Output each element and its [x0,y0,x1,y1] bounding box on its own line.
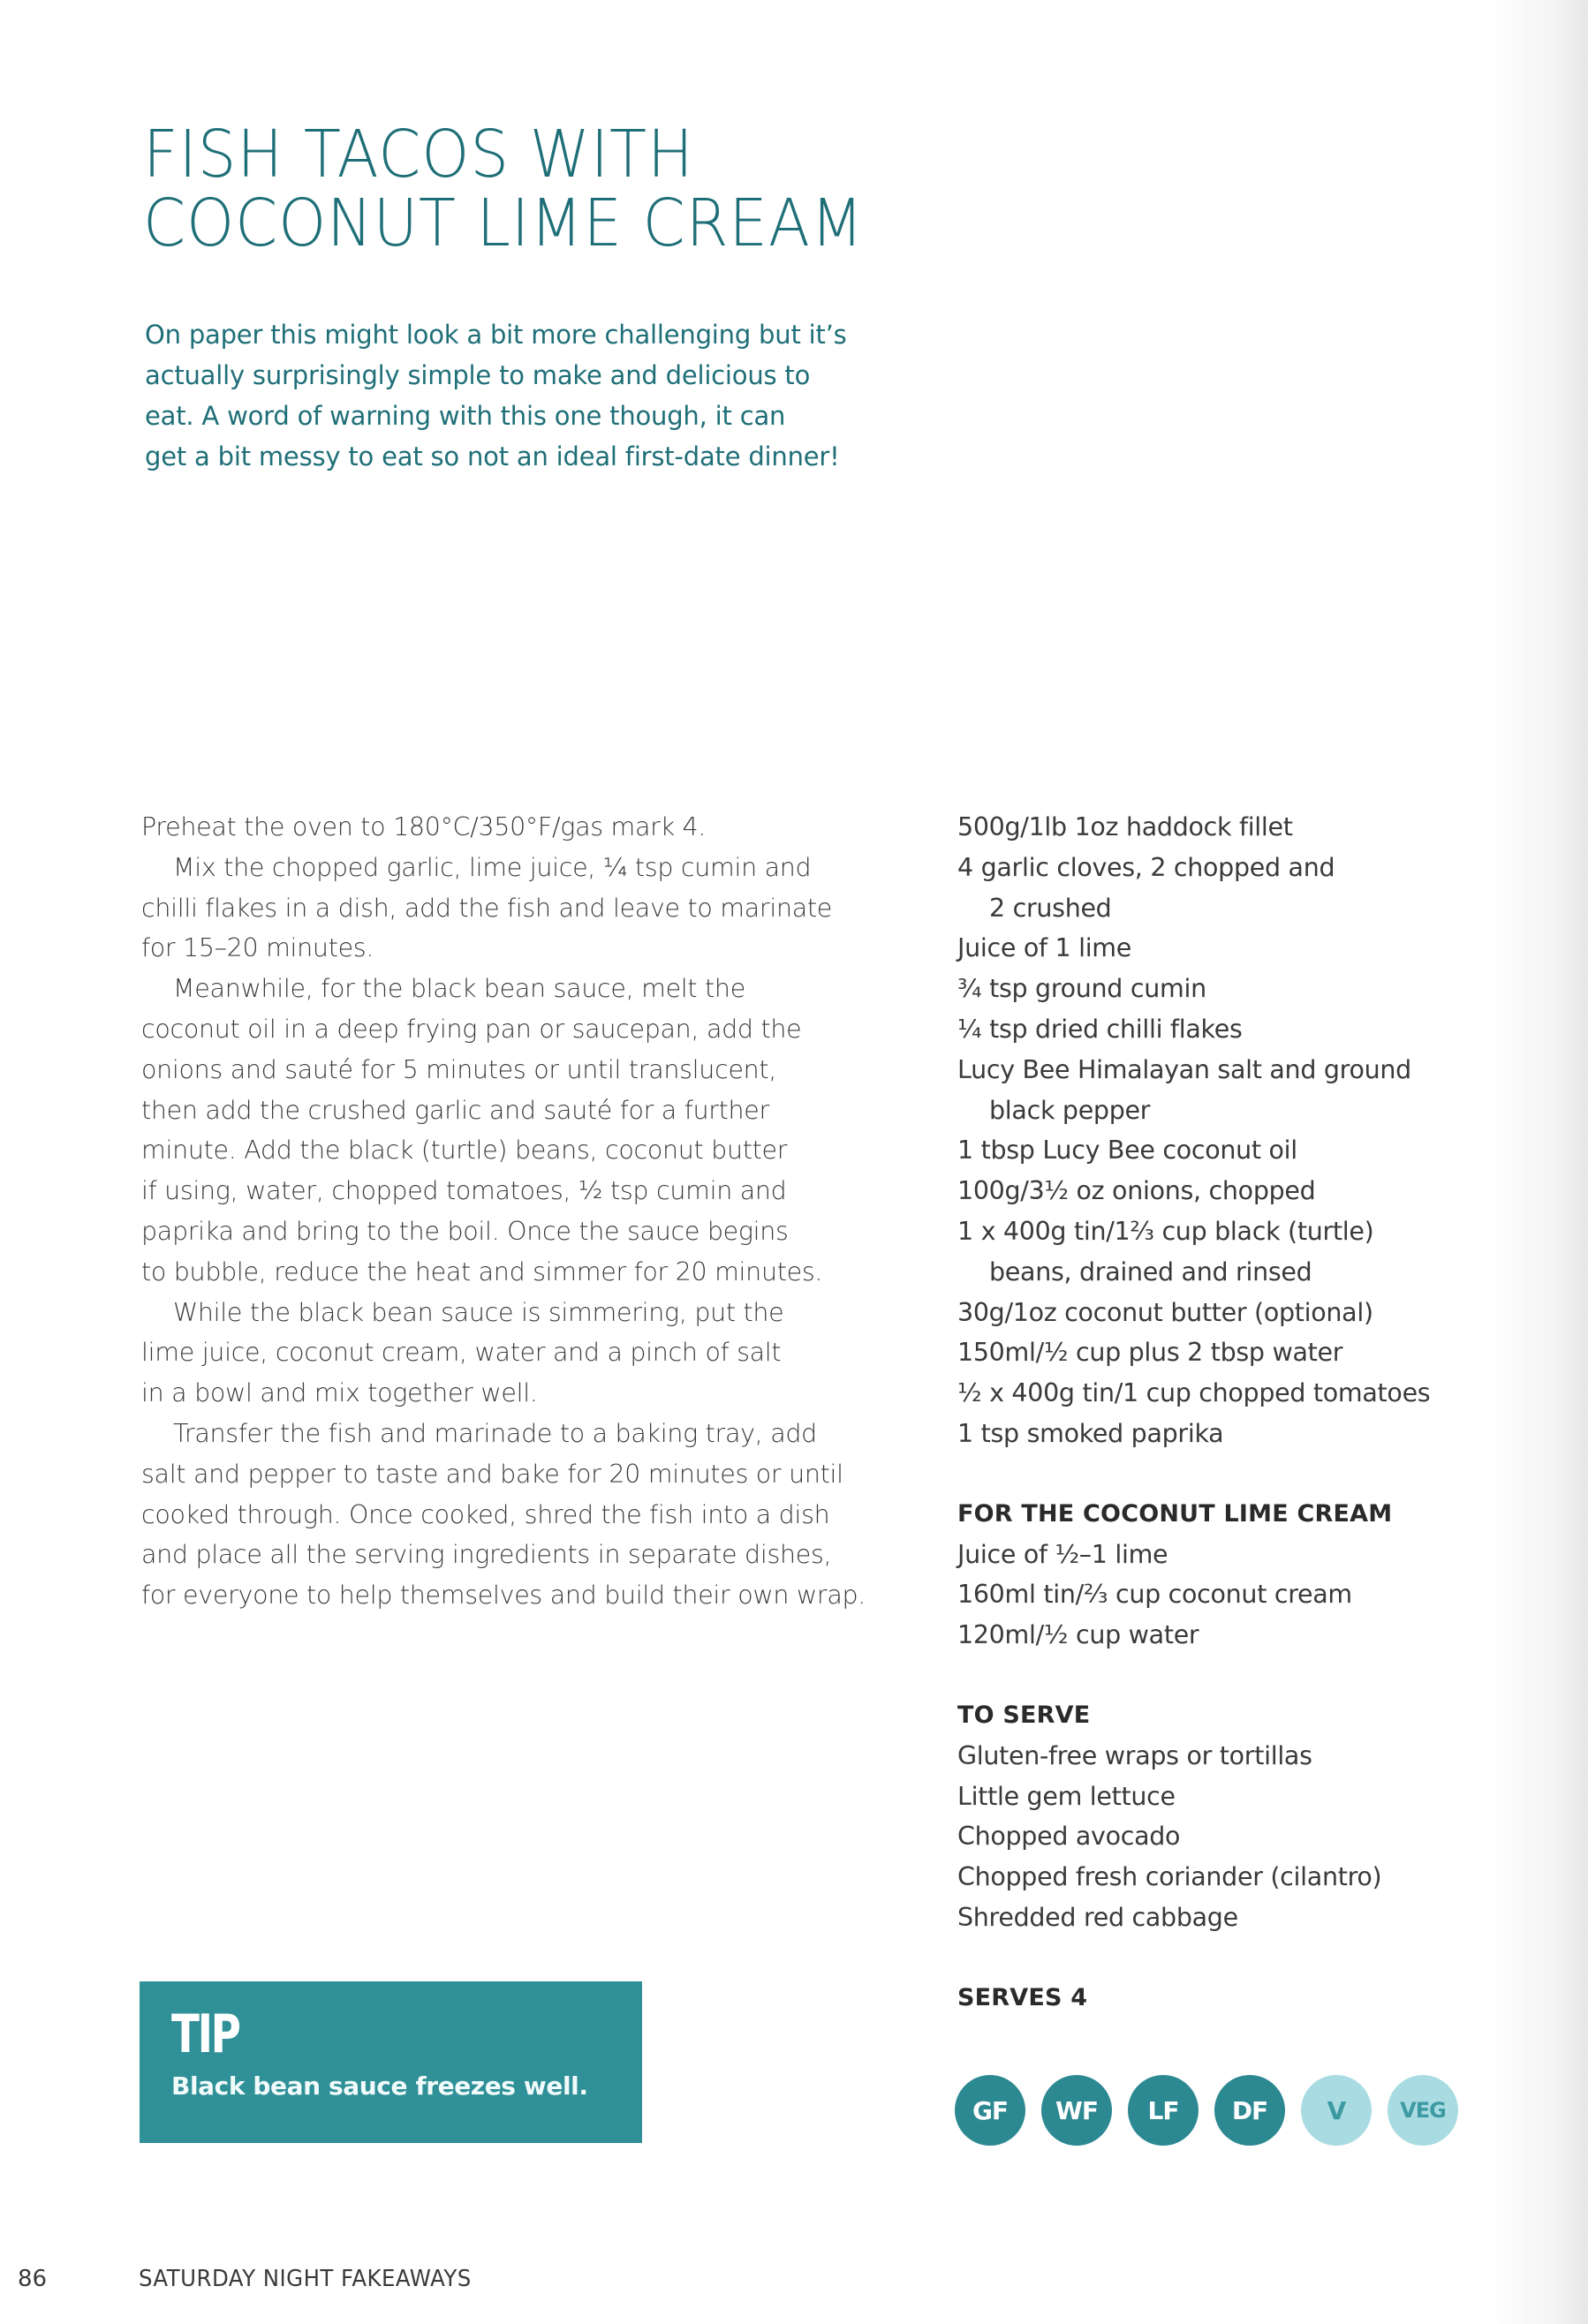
ingredient-item: 500g/1lb 1oz haddock fillet [957,812,1293,841]
badge-gf-icon: GF [955,2075,1025,2146]
method-line: then add the crushed garlic and sauté for a further [141,1095,769,1125]
badge-v-icon: V [1301,2075,1372,2146]
section-title: SATURDAY NIGHT FAKEAWAYS [139,2266,472,2292]
badge-veg-icon: VEG [1388,2075,1458,2146]
ingredient-item: 1 tsp smoked paprika [957,1418,1224,1448]
serving-item: Gluten-free wraps or tortillas [957,1740,1312,1770]
method-line: to bubble, reduce the heat and simmer for 20 minutes. [141,1256,823,1286]
method-line: paprika and bring to the boil. Once the sauce begins [141,1216,789,1246]
badge-wf-icon: WF [1041,2075,1112,2146]
method-line: for everyone to help themselves and build their own wrap. [141,1581,866,1611]
method-line: if using, water, chopped tomatoes, ½ tsp cumin and [141,1176,787,1206]
ingredient-item: ¼ tsp dried chilli flakes [957,1014,1243,1044]
method-line: Mix the chopped garlic, lime juice, ¼ tsp cumin and [173,852,812,882]
dietary-badges [955,2075,1458,2146]
method-line: Preheat the oven to 180°C/350°F/gas mark 4. [141,812,707,841]
method-line: Transfer the fish and marinade to a baking tray, add [173,1418,817,1448]
ingredient-item: beans, drained and rinsed [989,1256,1312,1286]
ingredient-item: ½ x 400g tin/1 cup chopped tomatoes [957,1378,1431,1408]
method-line: minute. Add the black (turtle) beans, coconut butter [141,1136,788,1166]
ingredients-serve-list [957,1736,1523,1938]
tip-box [140,1981,642,2143]
serving-item: Little gem lettuce [957,1781,1176,1811]
section-heading-to-serve: TO SERVE [957,1701,1091,1729]
method-text [141,807,919,1616]
ingredient-item: 100g/3½ oz onions, chopped [957,1176,1316,1206]
method-line: for 15–20 minutes. [141,933,374,963]
intro-line: get a bit messy to eat so not an ideal first-date dinner! [145,441,840,472]
ingredient-item: 1 x 400g tin/1⅔ cup black (turtle) [957,1216,1374,1246]
serving-item: Shredded red cabbage [957,1902,1238,1932]
serves-count: SERVES 4 [957,1983,1088,2011]
serving-item: Chopped fresh coriander (cilantro) [957,1862,1382,1892]
method-line: cooked through. Once cooked, shred the fish into a dish [141,1499,830,1529]
method-line: in a bowl and mix together well. [141,1378,538,1408]
ingredient-item: Juice of ½–1 lime [957,1539,1168,1569]
method-line: coconut oil in a deep frying pan or saucepan, add the [141,1014,802,1044]
recipe-title-line-1: FISH TACOS WITH [143,117,694,192]
ingredient-item: 150ml/½ cup plus 2 tbsp water [957,1338,1343,1368]
ingredient-item: ¾ tsp ground cumin [957,974,1206,1004]
serving-item: Chopped avocado [957,1822,1181,1852]
method-line: Meanwhile, for the black bean sauce, melt the [173,974,745,1004]
ingredient-item: 1 tbsp Lucy Bee coconut oil [957,1136,1297,1166]
ingredient-item: 120ml/½ cup water [957,1620,1199,1650]
method-line: lime juice, coconut cream, water and a pinch of salt [141,1338,782,1368]
ingredients-column [957,807,1523,2018]
badge-lf-icon: LF [1128,2075,1199,2146]
ingredient-item: 160ml tin/⅔ cup coconut cream [957,1580,1352,1610]
badge-df-icon: DF [1214,2075,1285,2146]
method-line: and place all the serving ingredients in separate dishes, [141,1540,832,1570]
tip-title: TIP [171,2003,239,2065]
ingredient-item: black pepper [989,1095,1151,1125]
page-number: 86 [18,2266,48,2292]
ingredient-item: 30g/1oz coconut butter (optional) [957,1297,1373,1327]
ingredient-item: Lucy Bee Himalayan salt and ground [957,1054,1411,1084]
intro-line: actually surprisingly simple to make and delicious to [145,360,811,390]
intro-line: eat. A word of warning with this one though, it can [145,401,786,431]
tip-text: Black bean sauce freezes well. [171,2071,588,2101]
ingredient-item: Juice of 1 lime [957,933,1132,963]
ingredients-cream-list [957,1535,1523,1656]
intro-line: On paper this might look a bit more challenging but it’s [145,320,847,350]
method-line: chilli flakes in a dish, add the fish and leave to marinate [141,893,832,923]
section-heading-coconut-lime-cream: FOR THE COCONUT LIME CREAM [957,1499,1393,1528]
recipe-title-line-2: COCONUT LIME CREAM [143,185,865,261]
ingredient-item: 2 crushed [989,893,1112,923]
recipe-intro [145,314,940,477]
recipe-title [143,117,919,261]
ingredients-main-list [957,807,1523,1454]
ingredient-item: 4 garlic cloves, 2 chopped and [957,852,1335,882]
method-line: While the black bean sauce is simmering, put the [173,1297,784,1327]
method-line: salt and pepper to taste and bake for 20 minutes or until [141,1459,843,1489]
method-line: onions and sauté for 5 minutes or until translucent, [141,1054,777,1084]
